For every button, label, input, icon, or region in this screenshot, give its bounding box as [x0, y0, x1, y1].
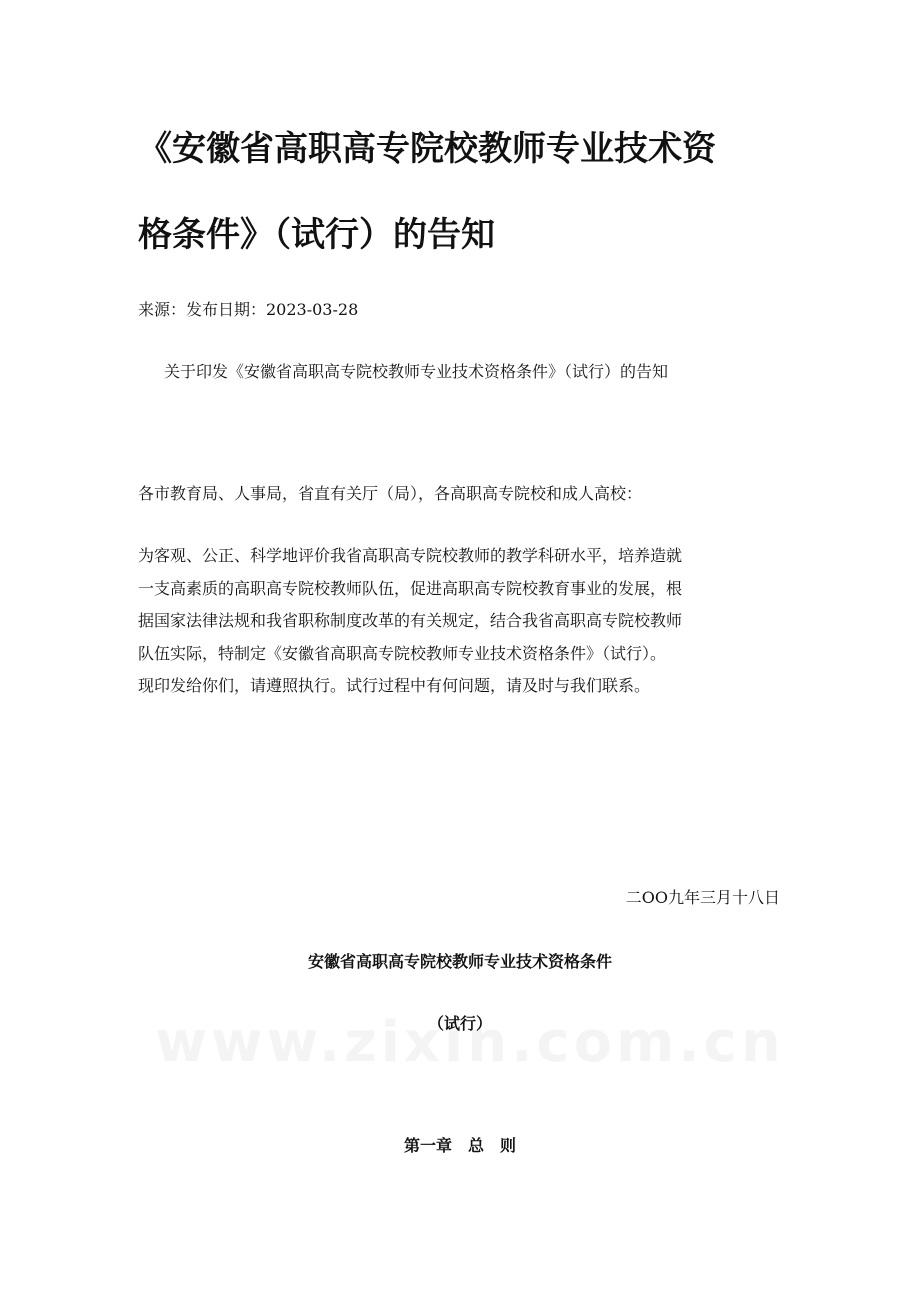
regulation-subtitle: （试行） [427, 1014, 492, 1033]
document-title-line-2: 格条件》（试行）的告知 [138, 215, 495, 255]
chapter-heading: 第一章 总 则 [403, 1136, 516, 1155]
notice-subject: 关于印发《安徽省高职高专院校教师专业技术资格条件》（试行）的告知 [164, 362, 669, 381]
body-line-2: 一支高素质的高职高专院校教师队伍，促进高职高专院校教育事业的发展，根 [138, 578, 683, 598]
signature-date: 二OO九年三月十八日 [625, 888, 780, 907]
document-title [138, 106, 788, 278]
source-and-publish-date: 来源：发布日期：2023-03-28 [138, 300, 359, 319]
document-title-line-1: 《安徽省高职高专院校教师专业技术资 [138, 129, 716, 169]
addressee-line: 各市教育局、人事局，省直有关厅（局），各高职高专院校和成人高校： [138, 484, 643, 503]
body-line-4: 队伍实际，特制定《安徽省高职高专院校教师专业技术资格条件》（试行）。 [138, 643, 667, 663]
notice-body-paragraph [138, 540, 778, 703]
regulation-title: 安徽省高职高专院校教师专业技术资格条件 [307, 952, 612, 971]
body-line-5: 现印发给你们，请遵照执行。试行过程中有何问题，请及时与我们联系。 [138, 676, 651, 696]
body-line-1: 为客观、公正、科学地评价我省高职高专院校教师的教学科研水平，培养造就 [138, 546, 683, 565]
body-line-3: 据国家法律法规和我省职称制度改革的有关规定，结合我省高职高专院校教师 [138, 611, 683, 631]
